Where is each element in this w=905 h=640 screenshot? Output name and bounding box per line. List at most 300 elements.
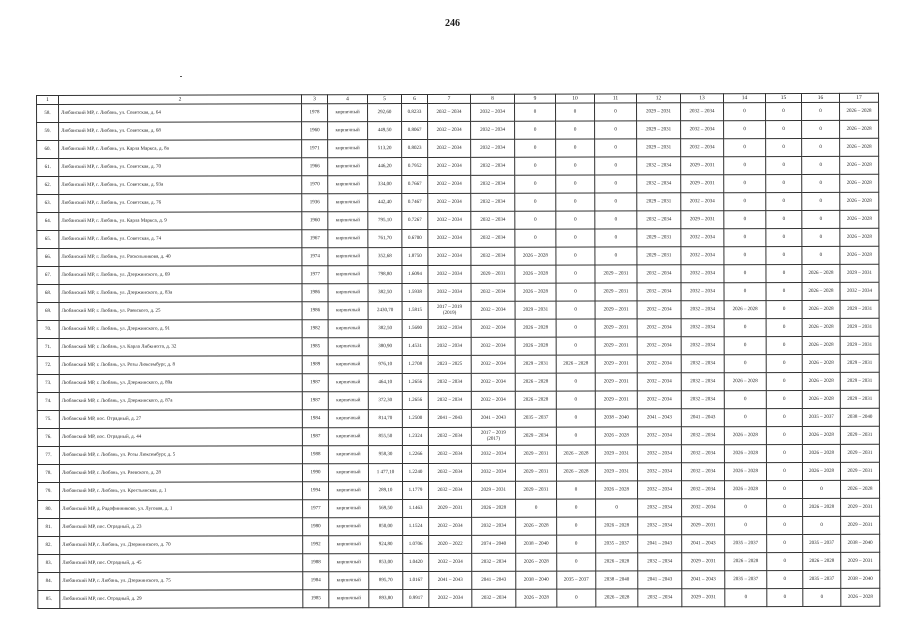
table-cell: 0 bbox=[802, 228, 840, 246]
table-row bbox=[37, 156, 879, 176]
table-cell: 380,90 bbox=[368, 338, 402, 356]
table-cell: 2029 – 2031 bbox=[682, 589, 725, 607]
column-number-10: 10 bbox=[555, 94, 594, 103]
table-cell: 2026 – 2028 bbox=[596, 481, 638, 499]
table-cell: 2032 – 2034 bbox=[471, 373, 515, 391]
table-cell: 2038 – 2040 bbox=[840, 408, 879, 426]
table-cell: 1992 bbox=[303, 536, 329, 554]
table-cell: 2032 – 2034 bbox=[681, 463, 724, 481]
table-cell: 0 bbox=[557, 553, 596, 571]
address-cell: Любанский МР, г. Любань, ул. Дзержинского, д. 70 bbox=[60, 536, 303, 555]
table-cell: 449,50 bbox=[368, 122, 402, 140]
row-number-cell: 71. bbox=[37, 338, 59, 356]
table-cell: 2032 – 2034 bbox=[681, 445, 724, 463]
table-cell: кирпичный bbox=[329, 518, 369, 536]
row-number-cell: 73. bbox=[37, 374, 59, 392]
table-cell: 2029 – 2031 bbox=[840, 336, 879, 354]
table-cell: кирпичный bbox=[328, 374, 368, 392]
table-cell: 0 bbox=[556, 319, 595, 337]
table-cell: 2026 – 2028 bbox=[802, 336, 840, 354]
table-cell: 2032 – 2034 bbox=[428, 463, 471, 481]
table-cell: 1936 bbox=[302, 194, 328, 212]
table-cell: 2029 – 2031 bbox=[841, 552, 880, 570]
table-cell: 2032 – 2034 bbox=[471, 211, 515, 229]
table-cell: 2029 – 2031 bbox=[429, 499, 472, 517]
table-cell: 0 bbox=[766, 102, 802, 120]
table-cell: кирпичный bbox=[328, 284, 368, 302]
table-cell: 1984 bbox=[303, 572, 329, 590]
table-cell: 2032 – 2034 bbox=[428, 373, 471, 391]
table-cell: 2026 – 2028 bbox=[556, 463, 595, 481]
table-cell: 0 bbox=[724, 319, 766, 337]
table-cell: 0 bbox=[766, 210, 802, 228]
table-cell: 0 bbox=[556, 103, 595, 121]
row-number-cell: 84. bbox=[38, 572, 60, 590]
row-number-cell: 61. bbox=[37, 158, 59, 176]
table-cell: 814,70 bbox=[368, 410, 402, 428]
table-cell: 2029 – 2031 bbox=[682, 553, 725, 571]
table-cell: 1960 bbox=[302, 122, 328, 140]
table-row bbox=[37, 354, 879, 374]
row-number-cell: 75. bbox=[37, 410, 59, 428]
table-cell: 0 bbox=[803, 480, 841, 498]
table-cell: 2032 – 2034 bbox=[471, 175, 515, 193]
address-cell: Любанский МР, г. Любань, ул. Советская, д. 76 bbox=[59, 194, 302, 213]
table-cell: кирпичный bbox=[328, 194, 368, 212]
column-number-11: 11 bbox=[594, 94, 636, 103]
table-cell: 0 bbox=[556, 373, 595, 391]
table-cell: 0 bbox=[725, 517, 767, 535]
table-cell: 2026 – 2028 bbox=[515, 337, 556, 355]
table-cell: 2032 – 2034 bbox=[428, 229, 471, 247]
table-cell: кирпичный bbox=[329, 500, 369, 518]
table-cell: 0 bbox=[595, 175, 637, 193]
table-cell: 0 bbox=[556, 211, 595, 229]
table-cell: 2041 – 2043 bbox=[637, 409, 681, 427]
table-cell: 2026 – 2028 bbox=[803, 498, 841, 516]
table-cell: 2032 – 2034 bbox=[637, 283, 681, 301]
table-cell: 372,30 bbox=[368, 392, 402, 410]
table-cell: 2029 – 2031 bbox=[595, 301, 637, 319]
table-cell: 1.2266 bbox=[402, 445, 428, 463]
table-cell: 2041 – 2043 bbox=[428, 409, 471, 427]
table-cell: кирпичный bbox=[328, 356, 368, 374]
table-cell: 0 bbox=[803, 516, 841, 534]
table-cell: 0 bbox=[595, 139, 637, 157]
address-cell: Любанский МР, пос. Отрадный, д. 23 bbox=[60, 518, 303, 537]
address-cell: Любанский МР, г. Любань, ул. Советская, д. 64 bbox=[59, 104, 302, 123]
table-cell: 2029 – 2031 bbox=[841, 516, 880, 534]
table-cell: 2032 – 2034 bbox=[637, 265, 681, 283]
table-cell: 0 bbox=[556, 391, 595, 409]
table-cell: 795,10 bbox=[368, 212, 402, 230]
table-cell: кирпичный bbox=[328, 104, 368, 122]
table-cell: 2026 – 2028 bbox=[515, 247, 556, 265]
table-cell: 2026 – 2028 bbox=[840, 210, 879, 228]
table-cell: 0 bbox=[557, 535, 596, 553]
table-cell: 2032 – 2034 bbox=[471, 337, 515, 355]
table-cell: 2032 – 2034 bbox=[471, 463, 515, 481]
table-cell: 2032 – 2034 bbox=[428, 283, 471, 301]
table-row bbox=[37, 174, 879, 194]
table-cell: 2029 – 2034 bbox=[515, 427, 556, 445]
table-cell: кирпичный bbox=[329, 590, 369, 608]
table-cell: 0 bbox=[556, 283, 595, 301]
table-cell: 2026 – 2028 bbox=[802, 390, 840, 408]
table-cell: 0 bbox=[724, 193, 766, 211]
table-cell: 0 bbox=[802, 246, 840, 264]
address-cell: Любанский МР, г. Любань, ул. Раевского, д. 28 bbox=[59, 464, 302, 483]
page-number: 246 bbox=[445, 18, 460, 29]
table-cell: 2032 – 2034 bbox=[429, 481, 472, 499]
row-number-cell: 66. bbox=[37, 248, 59, 266]
table-cell: 0 bbox=[802, 138, 840, 156]
row-number-cell: 68. bbox=[37, 284, 59, 302]
table-cell: 2032 – 2034 bbox=[637, 211, 681, 229]
table-cell: кирпичный bbox=[329, 572, 369, 590]
table-cell: 2032 – 2034 bbox=[681, 229, 724, 247]
table-cell: 0 bbox=[556, 175, 595, 193]
table-cell: 0 bbox=[595, 121, 637, 139]
table-cell: 446,20 bbox=[368, 158, 402, 176]
address-cell: Любанский МР, г. Любань, ул. Советская, д. 68 bbox=[59, 122, 302, 141]
table-cell: 1986 bbox=[302, 284, 328, 302]
table-cell: 2020 – 2022 bbox=[429, 535, 472, 553]
table-cell: кирпичный bbox=[329, 536, 369, 554]
table-cell: 2032 – 2034 bbox=[428, 265, 471, 283]
table-cell: 2029 – 2031 bbox=[595, 337, 637, 355]
table-cell: 1982 bbox=[302, 320, 328, 338]
table-cell: 0 bbox=[766, 336, 802, 354]
table-cell: 2032 – 2034 bbox=[682, 499, 725, 517]
table-cell: 2032 – 2034 bbox=[471, 103, 515, 121]
table-cell: 0 bbox=[557, 481, 596, 499]
column-number-6: 6 bbox=[402, 94, 428, 103]
table-row bbox=[37, 318, 879, 338]
table-cell: 0 bbox=[595, 247, 637, 265]
table-cell: 0 bbox=[515, 121, 556, 139]
table-cell: 2023 – 2025 bbox=[428, 355, 471, 373]
table-cell: 0 bbox=[725, 589, 767, 607]
table-cell: 0.7267 bbox=[402, 211, 428, 229]
table-cell: 2026 – 2028 bbox=[802, 372, 840, 390]
address-cell: Любанский МР, пос. Отрадный, д. 29 bbox=[60, 590, 303, 609]
table-cell: 0 bbox=[767, 534, 803, 552]
column-number-4: 4 bbox=[328, 95, 368, 104]
table-cell: 2026 – 2028 bbox=[596, 517, 638, 535]
table-cell: 2035 – 2037 bbox=[803, 570, 841, 588]
table-cell: 0 bbox=[767, 498, 803, 516]
table-cell: кирпичный bbox=[328, 248, 368, 266]
table-cell: 2026 – 2028 bbox=[724, 301, 766, 319]
table-cell: 2035 – 2037 bbox=[515, 409, 556, 427]
table-cell: 2032 – 2034 bbox=[681, 103, 724, 121]
table-cell: 0 bbox=[557, 499, 596, 517]
table-cell: 1.2240 bbox=[402, 463, 428, 481]
table-cell: 2430,70 bbox=[368, 302, 402, 320]
address-cell: Любанский МР, пос. Отрадный, д. 27 bbox=[59, 410, 302, 429]
table-cell: 0 bbox=[557, 517, 596, 535]
table-cell: 2026 – 2028 bbox=[802, 264, 840, 282]
address-cell: Любанский МР, г. Любань, ул. Советская, д. 70 bbox=[59, 158, 302, 177]
table-cell: 2032 – 2034 bbox=[428, 193, 471, 211]
column-number-3: 3 bbox=[302, 95, 328, 104]
table-cell: 2032 – 2034 bbox=[638, 517, 682, 535]
table-cell: 2032 – 2034 bbox=[471, 229, 515, 247]
table-cell: 0 bbox=[802, 102, 840, 120]
table-cell: 2032 – 2034 bbox=[471, 121, 515, 139]
table-cell: 2032 – 2034 bbox=[428, 391, 471, 409]
table-cell: 0.7467 bbox=[402, 193, 428, 211]
table-cell: 2032 – 2034 bbox=[638, 499, 682, 517]
row-number-cell: 81. bbox=[38, 518, 60, 536]
table-row bbox=[37, 372, 879, 392]
table-cell: 0 bbox=[767, 552, 803, 570]
table-cell: 0 bbox=[802, 174, 840, 192]
table-cell: 0 bbox=[596, 499, 638, 517]
table-cell: кирпичный bbox=[328, 302, 368, 320]
table-cell: 0 bbox=[556, 121, 595, 139]
address-cell: Любанский МР, г. Любань, ул. Розы Люксембург, д. 8 bbox=[59, 356, 302, 375]
table-cell: 2041 – 2043 bbox=[681, 409, 724, 427]
table-cell: 0 bbox=[766, 408, 802, 426]
table-cell: 2032 – 2034 bbox=[472, 553, 516, 571]
table-cell: 0 bbox=[724, 157, 766, 175]
table-cell: 2032 – 2034 bbox=[471, 139, 515, 157]
scan-speck bbox=[180, 76, 182, 77]
table-cell: 0 bbox=[724, 139, 766, 157]
table-cell: 2029 – 2031 bbox=[595, 319, 637, 337]
table-cell: 2026 – 2028 bbox=[840, 246, 879, 264]
table-cell: 1986 bbox=[302, 302, 328, 320]
table-cell: 893,80 bbox=[369, 590, 403, 608]
table-cell: кирпичный bbox=[328, 428, 368, 446]
table-cell: 2032 – 2034 bbox=[682, 481, 725, 499]
table-cell: 2035 – 2037 bbox=[596, 535, 638, 553]
table-cell: 0 bbox=[725, 499, 767, 517]
address-cell: Любанский МР, г. Любань, ул. Дзержинского, д. 87а bbox=[59, 392, 302, 411]
table-row bbox=[37, 138, 879, 158]
table-cell: 0.7952 bbox=[402, 157, 428, 175]
table-body bbox=[37, 102, 880, 608]
table-cell: 2026 – 2028 bbox=[472, 499, 516, 517]
table-cell: 1.5690 bbox=[402, 319, 428, 337]
table-cell: 0 bbox=[766, 282, 802, 300]
table-cell: 0.8023 bbox=[402, 139, 428, 157]
row-number-cell: 82. bbox=[38, 536, 60, 554]
table-cell: 2026 – 2028 bbox=[516, 589, 557, 607]
table-cell: 2026 – 2028 bbox=[515, 391, 556, 409]
table-cell: 1.1463 bbox=[403, 499, 429, 517]
table-cell: 442,40 bbox=[368, 194, 402, 212]
table-cell: 513,20 bbox=[368, 140, 402, 158]
column-number-9: 9 bbox=[514, 94, 555, 103]
table-row bbox=[37, 282, 879, 302]
table-cell: 0 bbox=[515, 103, 556, 121]
table-cell: кирпичный bbox=[328, 212, 368, 230]
address-cell: Любанский МР, пос. Отрадный, д. 45 bbox=[60, 554, 303, 573]
row-number-cell: 69. bbox=[37, 302, 59, 320]
table-cell: 0 bbox=[766, 462, 802, 480]
table-cell: 2029 – 2031 bbox=[840, 426, 879, 444]
table-cell: 1987 bbox=[302, 428, 328, 446]
table-cell: 0 bbox=[724, 337, 766, 355]
table-cell: 2029 – 2031 bbox=[840, 300, 879, 318]
table-cell: 1987 bbox=[302, 392, 328, 410]
table-cell: 2029 – 2031 bbox=[840, 390, 879, 408]
table-cell: 2029 – 2031 bbox=[595, 355, 637, 373]
table-cell: 2017 – 2019 (2017) bbox=[471, 427, 515, 445]
row-number-cell: 77. bbox=[37, 446, 59, 464]
row-number-cell: 78. bbox=[37, 464, 59, 482]
address-cell: Любанский МР, г. Любань, ул. Дзержинского, д. 69 bbox=[59, 266, 302, 285]
table-cell: 2032 – 2034 bbox=[637, 157, 681, 175]
table-cell: 2035 – 2037 bbox=[557, 571, 596, 589]
table-cell: 1971 bbox=[302, 140, 328, 158]
table-cell: 2035 – 2037 bbox=[802, 408, 840, 426]
table-cell: 2026 – 2028 bbox=[841, 588, 880, 606]
table-cell: 0 bbox=[767, 480, 803, 498]
table-cell: 2074 – 2040 bbox=[472, 535, 516, 553]
table-cell: 798,80 bbox=[368, 266, 402, 284]
table-cell: 2041 – 2043 bbox=[682, 571, 725, 589]
table-cell: 2029 – 2031 bbox=[515, 301, 556, 319]
table-cell: 761,70 bbox=[368, 230, 402, 248]
table-cell: 2029 – 2031 bbox=[515, 463, 556, 481]
table-row bbox=[37, 300, 879, 320]
table-cell: 2032 – 2034 bbox=[638, 589, 682, 607]
table-cell: 2032 – 2034 bbox=[428, 175, 471, 193]
address-cell: Любанский МР, г. Любань, ул. Дзержинского, д. 91 bbox=[59, 320, 302, 339]
address-cell: Любанский МР, д. Радофинниково, ул. Луговая, д. 1 bbox=[60, 500, 303, 519]
table-cell: 2029 – 2031 bbox=[840, 372, 879, 390]
column-number-13: 13 bbox=[680, 94, 723, 103]
table-cell: 0 bbox=[724, 355, 766, 373]
table-cell: 0 bbox=[724, 391, 766, 409]
table-cell: 2032 – 2034 bbox=[840, 282, 879, 300]
table-cell: 2041 – 2043 bbox=[638, 571, 682, 589]
table-cell: 0 bbox=[595, 193, 637, 211]
table-cell: 0 bbox=[766, 192, 802, 210]
column-number-15: 15 bbox=[765, 93, 801, 102]
table-row bbox=[38, 552, 880, 572]
table-cell: 2026 – 2028 bbox=[596, 589, 638, 607]
table-cell: 0 bbox=[766, 120, 802, 138]
table-cell: 1977 bbox=[303, 500, 329, 518]
table-row bbox=[37, 246, 879, 266]
table-cell: 0 bbox=[556, 427, 595, 445]
table-cell: 0 bbox=[767, 588, 803, 606]
table-cell: 1.5938 bbox=[402, 283, 428, 301]
table-cell: 569,50 bbox=[369, 500, 403, 518]
column-number-2: 2 bbox=[59, 95, 302, 105]
table-cell: 2032 – 2034 bbox=[429, 589, 472, 607]
address-cell: Любанский МР, г. Любань, ул. Советская, д. 74 bbox=[59, 230, 302, 249]
table-cell: 2029 – 2031 bbox=[682, 517, 725, 535]
table-cell: 2032 – 2034 bbox=[428, 139, 471, 157]
table-cell: 1.2708 bbox=[402, 355, 428, 373]
table-cell: 2032 – 2034 bbox=[472, 589, 516, 607]
table-cell: 0 bbox=[766, 390, 802, 408]
table-cell: 0 bbox=[724, 283, 766, 301]
table-cell: 0 bbox=[802, 210, 840, 228]
table-cell: кирпичный bbox=[328, 176, 368, 194]
table-cell: 1.1524 bbox=[403, 517, 429, 535]
table-cell: 0 bbox=[557, 589, 596, 607]
table-cell: 2032 – 2034 bbox=[681, 373, 724, 391]
table-row bbox=[38, 570, 880, 590]
table-row bbox=[37, 462, 879, 482]
table-cell: 2032 – 2034 bbox=[638, 481, 682, 499]
table-cell: 2032 – 2034 bbox=[471, 445, 515, 463]
table-cell: 2026 – 2028 bbox=[840, 192, 879, 210]
table-cell: 2026 – 2028 bbox=[556, 445, 595, 463]
table-cell: 2026 – 2028 bbox=[802, 462, 840, 480]
table-cell: 0 bbox=[724, 175, 766, 193]
table-cell: 1.2656 bbox=[402, 391, 428, 409]
table-cell: 1988 bbox=[302, 446, 328, 464]
table-cell: 0 bbox=[724, 247, 766, 265]
table-cell: 0 bbox=[724, 103, 766, 121]
table-cell: 2026 – 2028 bbox=[595, 427, 637, 445]
table-cell: 2032 – 2034 bbox=[681, 427, 724, 445]
row-number-cell: 62. bbox=[37, 176, 59, 194]
column-number-17: 17 bbox=[839, 93, 878, 102]
table-cell: 2032 – 2034 bbox=[428, 103, 471, 121]
table-cell: 1.0706 bbox=[403, 535, 429, 553]
table-cell: 2032 – 2034 bbox=[681, 121, 724, 139]
table-cell: 1989 bbox=[302, 356, 328, 374]
table-cell: 2032 – 2034 bbox=[681, 301, 724, 319]
address-cell: Любанский МР, г. Любань, ул. Розы Люксембург, д. 5 bbox=[59, 446, 302, 465]
address-cell: Любанский МР, г. Любань, ул. Дзержинского, д. 75 bbox=[60, 572, 303, 591]
table-row bbox=[37, 228, 879, 248]
table-cell: 1967 bbox=[302, 230, 328, 248]
address-cell: Любанский МР, г. Любань, ул. Раевского, д. 25 bbox=[59, 302, 302, 321]
table-row bbox=[38, 480, 880, 500]
table-cell: 0 bbox=[556, 139, 595, 157]
table-cell: 2032 – 2034 bbox=[471, 157, 515, 175]
table-cell: 382,50 bbox=[368, 320, 402, 338]
table-cell: 0 bbox=[766, 426, 802, 444]
table-cell: 1977 bbox=[302, 266, 328, 284]
table-cell: 958,30 bbox=[368, 446, 402, 464]
table-cell: 2026 – 2028 bbox=[724, 427, 766, 445]
table-cell: 2032 – 2034 bbox=[681, 247, 724, 265]
table-cell: 0 bbox=[802, 156, 840, 174]
table-cell: 334,00 bbox=[368, 176, 402, 194]
table-cell: 2029 – 2031 bbox=[637, 121, 681, 139]
column-number-16: 16 bbox=[801, 93, 839, 102]
table-cell: 2032 – 2034 bbox=[637, 319, 681, 337]
table-cell: 2026 – 2028 bbox=[515, 283, 556, 301]
table-cell: 2032 – 2034 bbox=[637, 373, 681, 391]
table-cell: 2032 – 2034 bbox=[471, 247, 515, 265]
table-cell: 2026 – 2028 bbox=[802, 300, 840, 318]
table-cell: 2032 – 2034 bbox=[428, 337, 471, 355]
table-cell: 2038 – 2040 bbox=[841, 570, 880, 588]
table-cell: 0 bbox=[724, 121, 766, 139]
table-cell: кирпичный bbox=[328, 230, 368, 248]
table-row bbox=[37, 336, 879, 356]
table-cell: 2026 – 2028 bbox=[516, 517, 557, 535]
table-cell: 1985 bbox=[303, 590, 329, 608]
table-cell: 2032 – 2034 bbox=[471, 391, 515, 409]
table-cell: 2038 – 2040 bbox=[595, 409, 637, 427]
table-row bbox=[38, 516, 880, 536]
row-number-cell: 65. bbox=[37, 230, 59, 248]
table-cell: 2029 – 2031 bbox=[637, 193, 681, 211]
